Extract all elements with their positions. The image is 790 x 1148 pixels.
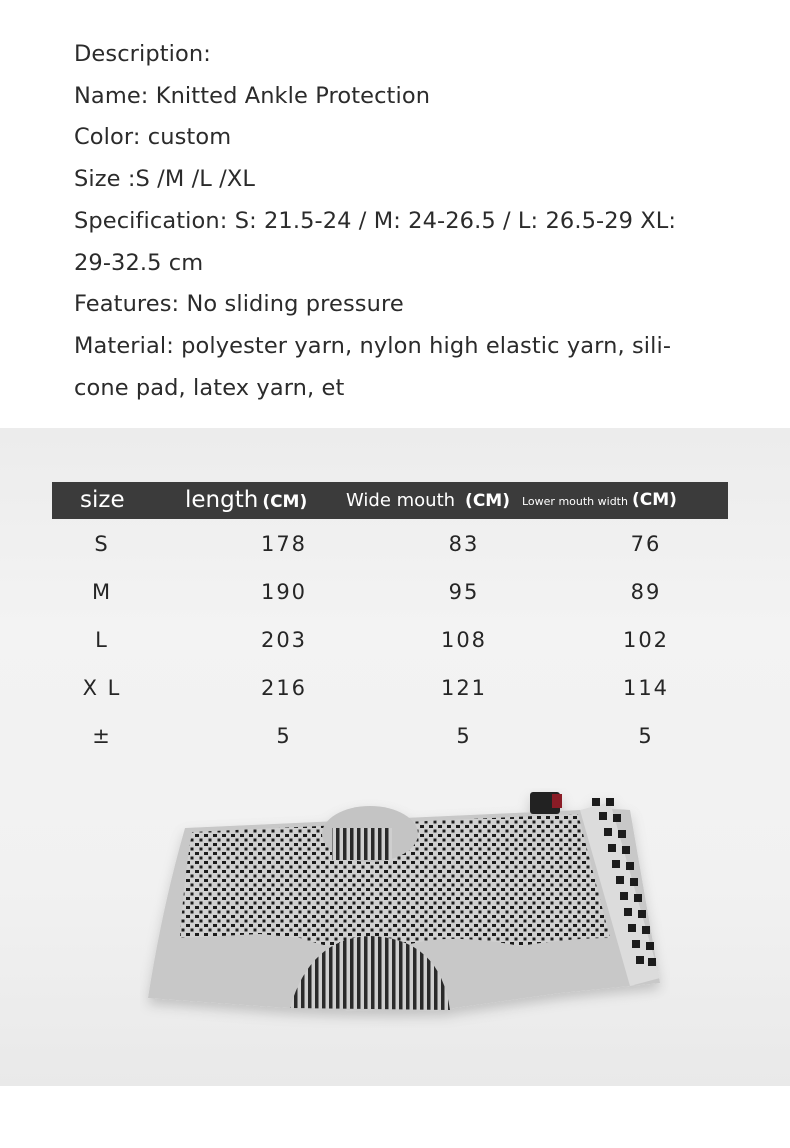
cell-wide-mouth: 83 [448, 532, 480, 556]
header-lower-mouth-unit: (CM) [631, 490, 677, 510]
specification-line-continued: 29-32.5 cm [74, 249, 204, 276]
cell-lower-mouth: 76 [630, 532, 662, 556]
features-line: Features: No sliding pressure [74, 291, 404, 318]
product-name-line: Name: Knitted Ankle Protection [74, 82, 431, 109]
cell-wide-mouth: 121 [440, 676, 488, 700]
table-row [52, 520, 728, 568]
cell-size: ± [92, 724, 112, 748]
header-wide-mouth-unit: (CM) [465, 491, 510, 511]
cell-wide-mouth: 108 [440, 628, 488, 652]
cell-size: S [94, 532, 110, 556]
size-table-header [52, 482, 728, 519]
cell-size: X L [82, 676, 122, 700]
header-size: size [80, 487, 125, 513]
header-length-unit: (CM) [262, 492, 308, 512]
cell-size: M [91, 580, 113, 604]
cell-size: L [95, 628, 109, 652]
table-row [52, 616, 728, 664]
material-line: Material: polyester yarn, nylon high elastic yarn, sili- [74, 332, 672, 359]
table-row [52, 568, 728, 616]
cell-length: 190 [260, 580, 308, 604]
color-line: Color: custom [74, 124, 232, 151]
cell-length: 203 [260, 628, 308, 652]
table-row [52, 664, 728, 712]
material-line-continued: cone pad, latex yarn, et [74, 374, 345, 401]
cell-length: 178 [260, 532, 308, 556]
cell-lower-mouth: 5 [638, 724, 654, 748]
ankle-sleeve-product-image [140, 788, 670, 1028]
cell-lower-mouth: 102 [622, 628, 670, 652]
cell-wide-mouth: 5 [456, 724, 472, 748]
description-block [74, 34, 734, 409]
description-heading: Description: [74, 41, 211, 67]
cell-lower-mouth: 89 [630, 580, 662, 604]
cell-length: 216 [260, 676, 308, 700]
header-length: length (CM) [185, 487, 308, 513]
cell-wide-mouth: 95 [448, 580, 480, 604]
cell-lower-mouth: 114 [622, 676, 670, 700]
header-wide-mouth: Wide mouth (CM) [346, 490, 510, 511]
size-line: Size :S /M /L /XL [74, 166, 255, 193]
specification-line: Specification: S: 21.5-24 / M: 24-26.5 / L: 26.5-29 XL: [74, 207, 677, 234]
table-row [52, 712, 728, 760]
cell-length: 5 [276, 724, 292, 748]
header-lower-mouth-width: Lower mouth width (CM) [522, 490, 677, 510]
